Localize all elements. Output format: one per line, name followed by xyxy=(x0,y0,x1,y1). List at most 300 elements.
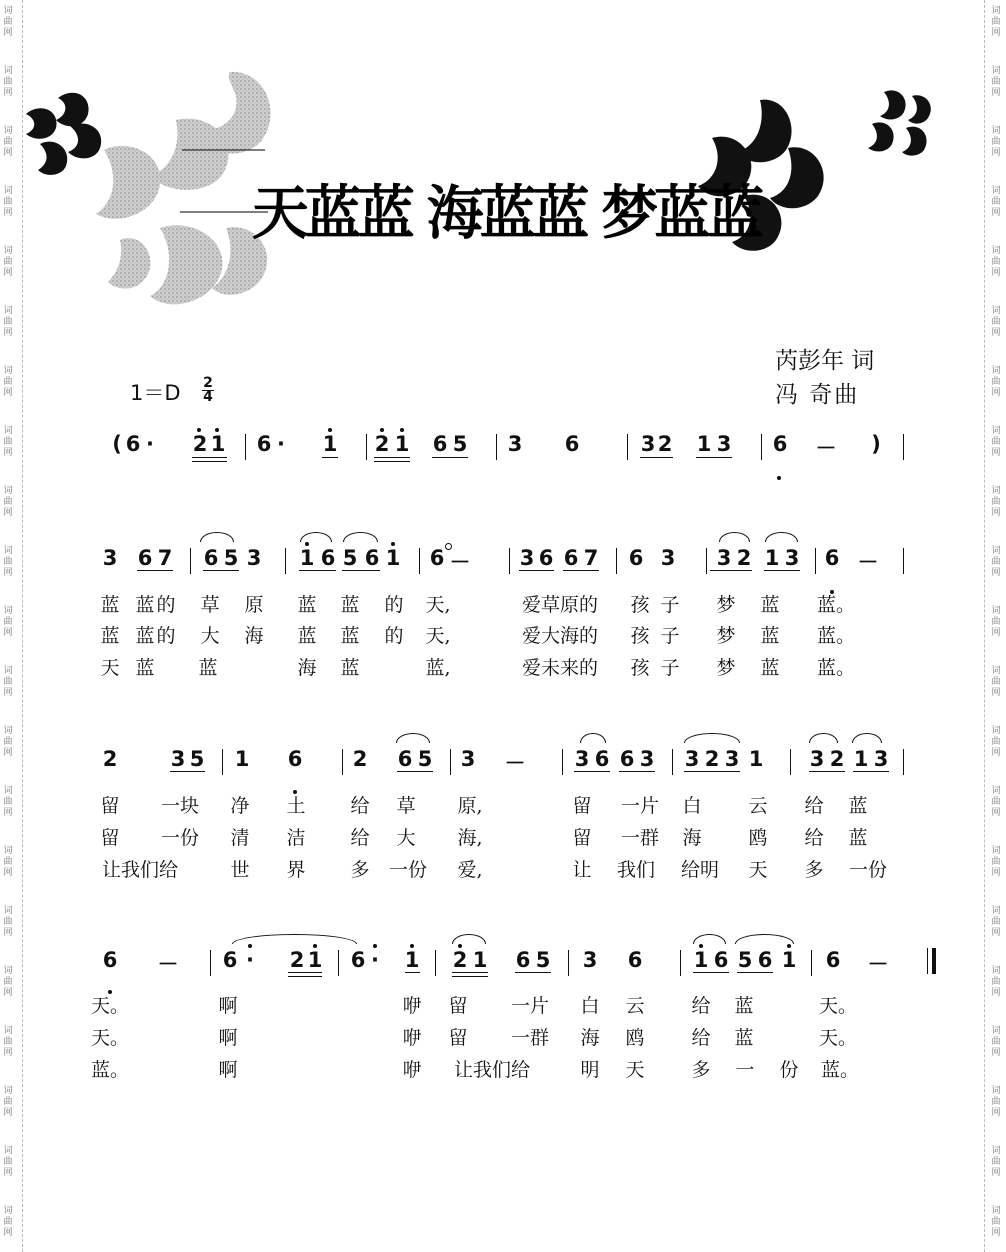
beam-underline xyxy=(696,457,732,458)
beam-underline xyxy=(170,771,205,772)
lyric-syllable: 梦 xyxy=(716,657,736,679)
barline xyxy=(790,749,791,775)
note: 6 xyxy=(594,747,610,771)
watermark-char: 曲 xyxy=(3,317,13,327)
watermark-char: 曲 xyxy=(3,17,13,27)
lyric-syllable: 蓝 xyxy=(848,795,868,817)
watermark-char: 曲 xyxy=(3,677,13,687)
beam-underline xyxy=(684,771,740,772)
watermark-char: 词 xyxy=(3,606,13,616)
note: 2 xyxy=(704,747,720,771)
watermark-char: 网 xyxy=(991,28,1001,38)
tie-slur xyxy=(343,532,378,542)
lyric-syllable: 爱草原的 xyxy=(521,594,599,616)
watermark-char: 网 xyxy=(3,148,13,158)
lyric-syllable: 天 xyxy=(625,1059,645,1081)
lyric-syllable: 梦 xyxy=(716,594,736,616)
note: 3 xyxy=(716,432,732,456)
watermark-char: 曲 xyxy=(3,197,13,207)
watermark-char: 词 xyxy=(3,426,13,436)
note: 2 xyxy=(289,948,305,972)
watermark-char: 网 xyxy=(3,28,13,38)
lyric-syllable: 蓝 xyxy=(100,594,120,616)
watermark-char: 网 xyxy=(991,1228,1001,1238)
watermark-char: 词 xyxy=(3,546,13,556)
watermark-char: 词 xyxy=(3,1026,13,1036)
note: 6 xyxy=(628,546,644,570)
note: 5 xyxy=(452,432,468,456)
note: 1 xyxy=(394,432,410,456)
watermark-char: 曲 xyxy=(3,257,13,267)
note: 1 xyxy=(385,546,401,570)
note: 6 xyxy=(222,948,238,972)
barline xyxy=(366,434,367,460)
note: － xyxy=(857,550,879,574)
barline xyxy=(285,548,286,574)
watermark-char: 曲 xyxy=(991,137,1001,147)
beam-underline xyxy=(288,976,322,977)
time-signature xyxy=(202,377,214,404)
watermark-char: 网 xyxy=(991,328,1001,338)
note: 6 xyxy=(429,546,445,570)
watermark-char: 词 xyxy=(991,246,1001,256)
key-signature: 1＝D xyxy=(130,381,181,405)
beam-underline xyxy=(342,570,380,571)
watermark-char: 网 xyxy=(991,508,1001,518)
barline xyxy=(342,749,343,775)
lyric-syllable: 份 xyxy=(779,1059,799,1081)
watermark-char: 词 xyxy=(3,126,13,136)
lyric-syllable: 蓝 xyxy=(297,594,317,616)
watermark-char: 曲 xyxy=(3,1157,13,1167)
barline xyxy=(338,950,339,976)
note: 6 xyxy=(364,546,380,570)
watermark-char: 网 xyxy=(3,208,13,218)
barline xyxy=(815,548,816,574)
watermark-char: 曲 xyxy=(991,917,1001,927)
barline xyxy=(761,434,762,460)
note: 1 xyxy=(234,747,250,771)
watermark-char: 网 xyxy=(991,628,1001,638)
note: ) xyxy=(871,432,881,456)
watermark-char: 网 xyxy=(3,1168,13,1178)
beam-underline xyxy=(809,771,845,772)
note: － xyxy=(157,952,179,976)
watermark-char: 曲 xyxy=(3,77,13,87)
tie-slur xyxy=(200,532,234,542)
watermark-char: 词 xyxy=(991,966,1001,976)
beam-underline xyxy=(574,771,610,772)
watermark-char: 网 xyxy=(3,1228,13,1238)
beam-underline xyxy=(515,972,551,973)
watermark-char: 曲 xyxy=(3,737,13,747)
barline xyxy=(680,950,681,976)
lyric-syllable: 给 xyxy=(691,995,711,1017)
note: 6 xyxy=(825,948,841,972)
watermark-char: 曲 xyxy=(3,497,13,507)
lyric-syllable: 蓝 xyxy=(760,594,780,616)
watermark-char: 词 xyxy=(991,1206,1001,1216)
lyric-syllable: 草 xyxy=(200,594,220,616)
lyric-syllable: 原 xyxy=(244,594,264,616)
note: 1 xyxy=(472,948,488,972)
watermark-char: 网 xyxy=(991,388,1001,398)
time-signature-numerator: 2 xyxy=(203,375,213,391)
watermark-char: 曲 xyxy=(991,797,1001,807)
note: 1 xyxy=(696,432,712,456)
lyric-syllable: 咿 xyxy=(402,1027,422,1049)
beam-underline xyxy=(452,972,488,973)
lyric-syllable: 子 xyxy=(660,657,680,679)
lyric-syllable: 一份 xyxy=(388,859,428,881)
note: 2 xyxy=(829,747,845,771)
lyric-syllable: 天 xyxy=(748,859,768,881)
tie-slur xyxy=(684,733,740,743)
watermark-char: 曲 xyxy=(3,617,13,627)
beam-underline xyxy=(519,570,554,571)
beam-underline xyxy=(640,457,673,458)
lyric-syllable: 留 xyxy=(572,827,592,849)
lyric-syllable: 蓝 xyxy=(340,594,360,616)
watermark-char: 网 xyxy=(991,1168,1001,1178)
watermark-char: 网 xyxy=(991,568,1001,578)
lyric-syllable: 多 xyxy=(691,1059,711,1081)
note: 3 xyxy=(684,747,700,771)
watermark-char: 曲 xyxy=(991,377,1001,387)
note: 6 xyxy=(564,432,580,456)
lyric-syllable: 孩 xyxy=(630,625,650,647)
watermark-char: 词 xyxy=(991,726,1001,736)
lyric-syllable: 海 xyxy=(297,657,317,679)
note: · xyxy=(277,432,285,456)
watermark-char: 曲 xyxy=(991,257,1001,267)
lyric-syllable: 多 xyxy=(350,859,370,881)
watermark-char: 词 xyxy=(991,366,1001,376)
watermark-char: 网 xyxy=(3,448,13,458)
final-barline-thick xyxy=(932,948,936,974)
note: 5 xyxy=(342,546,358,570)
watermark-char: 曲 xyxy=(3,857,13,867)
beam-underline xyxy=(563,570,599,571)
note: 6 xyxy=(432,432,448,456)
lyric-syllable: 爱未来的 xyxy=(521,657,599,679)
note: 1 xyxy=(764,546,780,570)
octave-dot xyxy=(328,428,332,432)
note: 3 xyxy=(170,747,186,771)
beam-underline xyxy=(710,570,752,571)
tie-slur xyxy=(580,733,606,743)
lyric-syllable: 一块 xyxy=(160,795,200,817)
lyric-syllable: 我们 xyxy=(616,859,656,881)
lyric-syllable: 一片 xyxy=(510,995,550,1017)
watermark-char: 词 xyxy=(991,546,1001,556)
watermark-char: 曲 xyxy=(991,437,1001,447)
note: 6 xyxy=(619,747,635,771)
watermark-char: 网 xyxy=(991,1048,1001,1058)
barline xyxy=(509,548,510,574)
lyric-syllable: 白 xyxy=(682,795,702,817)
lyric-syllable: 界 xyxy=(286,859,306,881)
watermark-char: 曲 xyxy=(991,197,1001,207)
tie-slur xyxy=(300,532,332,542)
note: － xyxy=(815,436,837,460)
composer-credit: 冯 奇曲 xyxy=(775,382,860,408)
watermark-char: 曲 xyxy=(3,1097,13,1107)
watermark-char: 网 xyxy=(3,808,13,818)
watermark-char: 词 xyxy=(3,966,13,976)
lyric-syllable: 让我们给 xyxy=(453,1059,531,1081)
lyric-syllable: 蓝, xyxy=(425,657,451,679)
watermark-char: 网 xyxy=(991,148,1001,158)
watermark-char: 网 xyxy=(3,1108,13,1118)
beam-underline xyxy=(432,457,468,458)
lyric-syllable: 蓝。 xyxy=(816,594,856,616)
watermark-char: 词 xyxy=(991,1146,1001,1156)
black-petals-small-icon xyxy=(868,90,931,155)
barline xyxy=(672,749,673,775)
watermark-char: 网 xyxy=(3,988,13,998)
watermark-char: 词 xyxy=(3,186,13,196)
beam-underline xyxy=(374,457,410,458)
note: 1 xyxy=(853,747,869,771)
lyric-syllable: 蓝 xyxy=(734,1027,754,1049)
note: 3 xyxy=(784,546,800,570)
octave-dot xyxy=(777,476,781,480)
watermark-char: 词 xyxy=(991,906,1001,916)
lyric-syllable: 天。 xyxy=(90,995,130,1017)
lyric-syllable: 给 xyxy=(350,827,370,849)
time-signature-denominator: 4 xyxy=(203,389,213,405)
lyricist-credit: 芮彭年 词 xyxy=(775,348,875,374)
note: 6 xyxy=(320,546,336,570)
lyric-syllable: 白 xyxy=(580,995,600,1017)
watermark-char: 词 xyxy=(3,6,13,16)
note: 1 xyxy=(322,432,338,456)
lyric-syllable: 子 xyxy=(660,625,680,647)
note: 2 xyxy=(374,432,390,456)
watermark-char: 网 xyxy=(991,808,1001,818)
lyric-syllable: 咿 xyxy=(402,1059,422,1081)
note: 6 xyxy=(772,432,788,456)
lyric-syllable: 云 xyxy=(625,995,645,1017)
note: 6 xyxy=(563,546,579,570)
lyric-syllable: 蓝 xyxy=(198,657,218,679)
watermark-char: 网 xyxy=(3,568,13,578)
tie-slur xyxy=(232,934,357,944)
lyric-syllable: 的 xyxy=(384,625,404,647)
beam-underline xyxy=(397,771,433,772)
watermark-char: 词 xyxy=(3,726,13,736)
note: 5 xyxy=(417,747,433,771)
watermark-char: 词 xyxy=(991,306,1001,316)
lyric-syllable: 天 xyxy=(100,657,120,679)
watermark-char: 曲 xyxy=(3,557,13,567)
watermark-char: 网 xyxy=(3,88,13,98)
barline xyxy=(811,950,812,976)
note: 3 xyxy=(519,546,535,570)
note: 6 xyxy=(137,546,153,570)
watermark-char: 曲 xyxy=(991,1037,1001,1047)
decorative-flower-graphic xyxy=(0,0,1006,330)
octave-dot xyxy=(391,542,395,546)
watermark-char: 曲 xyxy=(3,377,13,387)
barline xyxy=(903,548,904,574)
lyric-syllable: 土 xyxy=(286,795,306,817)
lyric-syllable: 蓝。 xyxy=(816,657,856,679)
note: 2 xyxy=(102,747,118,771)
watermark-char: 网 xyxy=(991,1108,1001,1118)
lyric-syllable: 蓝 xyxy=(135,657,155,679)
lyric-syllable: 蓝。 xyxy=(816,625,856,647)
watermark-char: 网 xyxy=(3,868,13,878)
watermark-char: 曲 xyxy=(991,557,1001,567)
lyric-syllable: 孩 xyxy=(630,657,650,679)
lyric-syllable: 的 xyxy=(384,594,404,616)
note: · xyxy=(371,948,379,972)
note: 3 xyxy=(640,432,656,456)
lyric-syllable: 一份 xyxy=(160,827,200,849)
watermark-char: 曲 xyxy=(3,137,13,147)
lyric-syllable: 让我们给 xyxy=(101,859,179,881)
note: 6 xyxy=(538,546,554,570)
octave-dot xyxy=(197,428,201,432)
watermark-char: 网 xyxy=(3,328,13,338)
lyric-syllable: 蓝 xyxy=(135,594,155,616)
beam-underline xyxy=(137,570,173,571)
watermark-char: 网 xyxy=(991,448,1001,458)
lyric-syllable: 一份 xyxy=(848,859,888,881)
fermata-ring xyxy=(445,543,452,550)
note: 1 xyxy=(299,546,315,570)
watermark-char: 网 xyxy=(991,988,1001,998)
watermark-char: 网 xyxy=(991,208,1001,218)
watermark-char: 网 xyxy=(3,388,13,398)
grey-petals-icon xyxy=(96,72,271,304)
lyric-syllable: 给 xyxy=(804,827,824,849)
watermark-char: 词 xyxy=(3,906,13,916)
lyric-syllable: 蓝。 xyxy=(90,1059,130,1081)
tie-slur xyxy=(809,733,838,743)
tie-slur xyxy=(735,934,794,944)
lyric-syllable: 大 xyxy=(200,625,220,647)
octave-dot xyxy=(313,944,317,948)
octave-dot xyxy=(410,944,414,948)
watermark-char: 网 xyxy=(3,688,13,698)
beam-underline xyxy=(192,457,227,458)
watermark-char: 曲 xyxy=(991,317,1001,327)
lyric-syllable: 海, xyxy=(457,827,483,849)
octave-dot xyxy=(373,944,377,948)
note: 1 xyxy=(404,948,420,972)
note: 5 xyxy=(189,747,205,771)
barline xyxy=(245,434,246,460)
watermark-char: 词 xyxy=(3,786,13,796)
tie-slur xyxy=(852,733,882,743)
lyric-syllable: 留 xyxy=(448,995,468,1017)
lyric-syllable: 咿 xyxy=(402,995,422,1017)
watermark-char: 网 xyxy=(3,928,13,938)
note: 6 xyxy=(824,546,840,570)
lyric-syllable: 蓝 xyxy=(100,625,120,647)
barline xyxy=(562,749,563,775)
watermark-char: 曲 xyxy=(991,677,1001,687)
barline xyxy=(568,950,569,976)
watermark-char: 词 xyxy=(991,186,1001,196)
watermark-char: 曲 xyxy=(991,77,1001,87)
lyric-syllable: 鸥 xyxy=(625,1027,645,1049)
tie-slur xyxy=(452,934,486,944)
watermark-char: 曲 xyxy=(991,977,1001,987)
lyric-syllable: 给明 xyxy=(680,859,720,881)
note: · xyxy=(146,432,154,456)
note: 3 xyxy=(716,546,732,570)
note: 6 xyxy=(256,432,272,456)
note: 3 xyxy=(460,747,476,771)
note: 3 xyxy=(724,747,740,771)
lyric-syllable: 清 xyxy=(230,827,250,849)
watermark-char: 词 xyxy=(991,606,1001,616)
barline xyxy=(627,434,628,460)
lyric-syllable: 的 xyxy=(156,625,176,647)
beam-underline xyxy=(405,972,420,973)
lyric-syllable: 子 xyxy=(660,594,680,616)
watermark-char: 曲 xyxy=(991,1217,1001,1227)
watermark-char: 曲 xyxy=(3,977,13,987)
watermark-char: 词 xyxy=(991,1026,1001,1036)
watermark-char: 曲 xyxy=(991,497,1001,507)
watermark-char: 曲 xyxy=(991,737,1001,747)
lyric-syllable: 海 xyxy=(580,1027,600,1049)
watermark-char: 词 xyxy=(3,66,13,76)
lyric-syllable: 云 xyxy=(748,795,768,817)
lyric-syllable: 的 xyxy=(156,594,176,616)
beam-underline xyxy=(737,972,773,973)
tie-slur xyxy=(693,934,726,944)
lyric-syllable: 蓝 xyxy=(340,625,360,647)
note: 2 xyxy=(736,546,752,570)
lyric-syllable: 蓝 xyxy=(340,657,360,679)
watermark-char: 词 xyxy=(3,1086,13,1096)
watermark-char: 网 xyxy=(991,688,1001,698)
lyric-syllable: 啊 xyxy=(218,1027,238,1049)
note: 3 xyxy=(507,432,523,456)
lyric-syllable: 大 xyxy=(396,827,416,849)
note: 6 xyxy=(287,747,303,771)
watermark-char: 词 xyxy=(991,846,1001,856)
lyric-syllable: 留 xyxy=(100,827,120,849)
lyric-syllable: 天, xyxy=(425,625,451,647)
watermark-char: 词 xyxy=(3,1146,13,1156)
note: 6 xyxy=(102,948,118,972)
note: － xyxy=(504,751,526,775)
lyric-syllable: 给 xyxy=(804,795,824,817)
note: 1 xyxy=(748,747,764,771)
octave-dot xyxy=(699,944,703,948)
note: 2 xyxy=(192,432,208,456)
note: 2 xyxy=(352,747,368,771)
note: 3 xyxy=(873,747,889,771)
note: 3 xyxy=(574,747,590,771)
final-barline-thin xyxy=(927,948,928,974)
barline xyxy=(419,548,420,574)
lyric-syllable: 鸥 xyxy=(748,827,768,849)
note: 6 xyxy=(757,948,773,972)
lyric-syllable: 让 xyxy=(572,859,592,881)
watermark-char: 曲 xyxy=(991,1157,1001,1167)
watermark-char: 网 xyxy=(3,1048,13,1058)
octave-dot xyxy=(215,428,219,432)
lyric-syllable: 明 xyxy=(580,1059,600,1081)
